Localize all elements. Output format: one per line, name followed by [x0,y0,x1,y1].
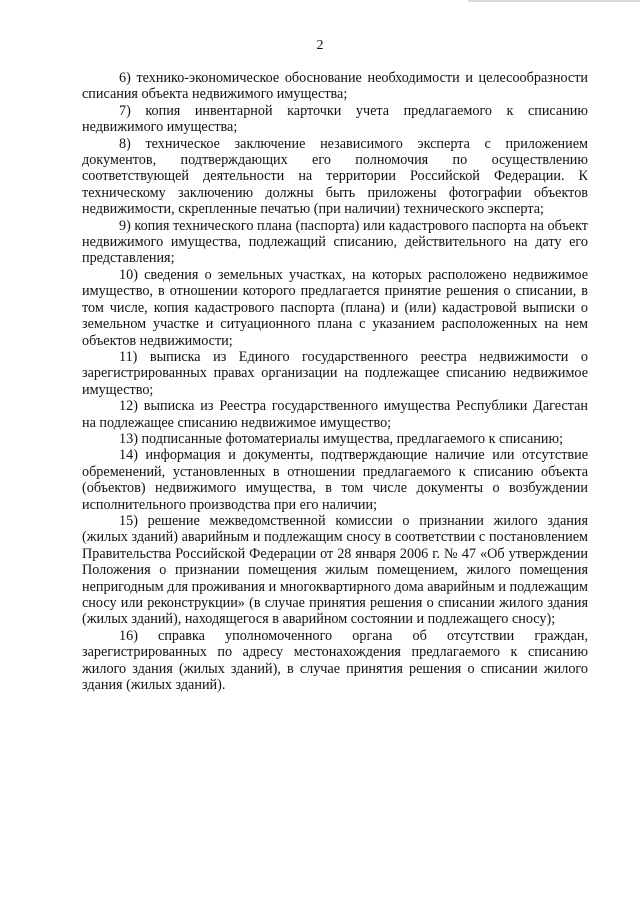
list-item-15: 15) решение межведомственной комиссии о признании жилого здания (жилых зданий) аварийным и подлежащим сносу в соответствии с постановлением Правительства Российской Федерации от 28 января 2006 г. № 47 «Об утверждении Положения о признании помещения жилым помещением, жилого помещения непригодным для проживания и многоквартирного дома аварийным и подлежащим сносу или реконструкции» (в случае принятия решения о списании жилого здания (жилых зданий), находящегося в аварийном состоянии и подлежащего сносу); [82,512,588,628]
list-item-13: 13) подписанные фотоматериалы имущества, предлагаемого к списанию; [119,430,564,447]
list-item-9: 9) копия технического плана (паспорта) или кадастрового паспорта на объект недвижимого имущества, подлежащий списанию, действительного на дату его представления; [82,217,588,267]
list-item-7: 7) копия инвентарной карточки учета предлагаемого к списанию недвижимого имущества; [82,102,588,136]
list-item-8: 8) техническое заключение независимого эксперта с приложением документов, подтверждающих его полномочия по осуществлению соответствующей деятельности на территории Российской Федерации. К техническому заключению должны быть приложены фотографии объектов недвижимости, скрепленные печатью (при наличии) технического эксперта; [82,135,588,218]
list-item-10: 10) сведения о земельных участках, на которых расположено недвижимое имущество, в отношении которого предлагается принятие решения о списании, в том числе, копия кадастрового паспорта (плана) и (или) кадастровой выписки о земельном участке и ситуационного плана с указанием расположенных на нем объектов недвижимости; [82,266,588,349]
list-item-14: 14) информация и документы, подтверждающие наличие или отсутствие обременений, установленных в отношении предлагаемого к списанию объекта (объектов) недвижимого имущества, в том числе документы о возбуждении исполнительного производства при его наличии; [82,447,588,513]
list-item-16: 16) справка уполномоченного органа об отсутствии граждан, зарегистрированных по адресу местонахождения предлагаемого к списанию жилого здания (жилых зданий), в случае принятия решения о списании жилого здания (жилых зданий). [82,627,588,694]
scan-artifact-line [468,0,640,2]
list-item-6: 6) технико-экономическое обоснование необходимости и целесообразности списания объекта недвижимого имущества; [82,70,588,103]
document-body [82,70,588,693]
list-item-12: 12) выписка из Реестра государственного имущества Республики Дагестан на подлежащее списанию недвижимое имущество; [82,398,588,431]
list-item-11: 11) выписка из Единого государственного реестра недвижимости о зарегистрированных правах организации на подлежащее списанию недвижимое имущество; [82,348,588,398]
page-number: 2 [316,38,324,53]
